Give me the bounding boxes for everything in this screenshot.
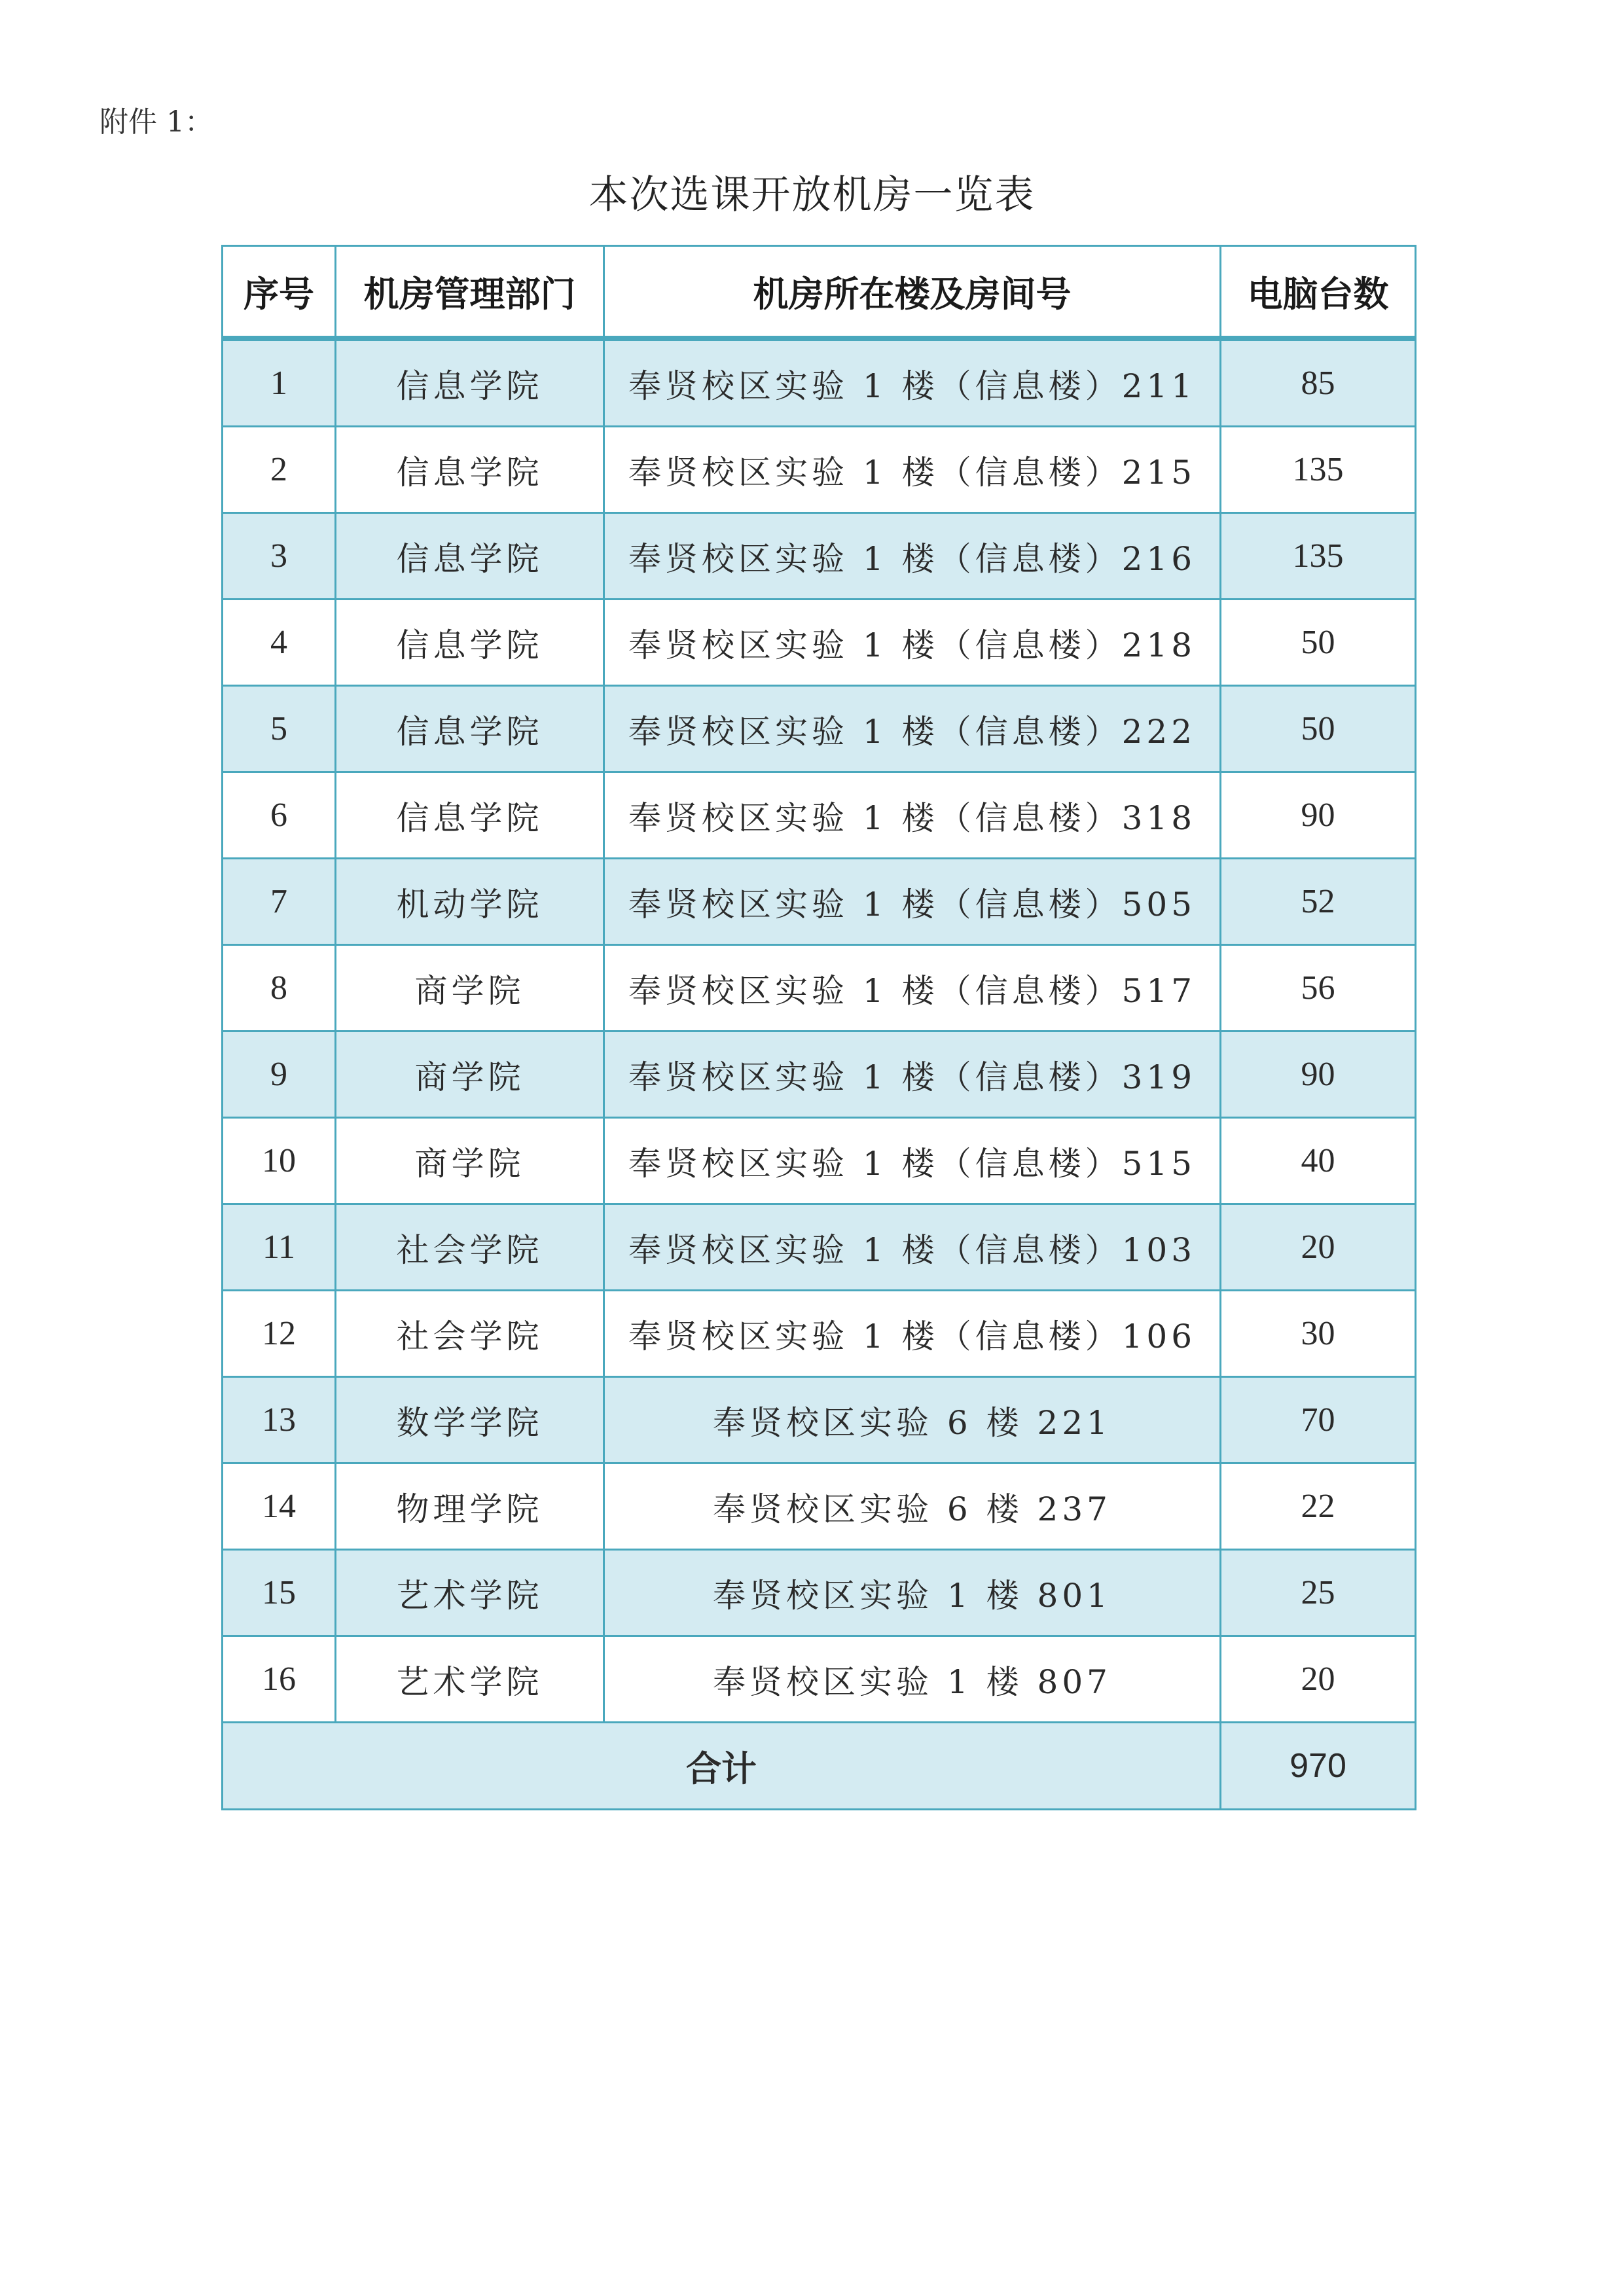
table-row <box>223 1550 1416 1636</box>
row-serial-number: 6 <box>223 772 336 859</box>
row-department: 商学院 <box>336 1031 604 1118</box>
row-department: 信息学院 <box>336 686 604 772</box>
row-serial-number: 11 <box>223 1204 336 1291</box>
table-header <box>223 246 1416 339</box>
row-location: 奉贤校区实验 1 楼（信息楼）103 <box>604 1204 1221 1291</box>
table-row <box>223 1204 1416 1291</box>
row-serial-number: 10 <box>223 1118 336 1204</box>
row-department: 艺术学院 <box>336 1550 604 1636</box>
row-location: 奉贤校区实验 1 楼 807 <box>604 1636 1221 1723</box>
row-department: 物理学院 <box>336 1463 604 1550</box>
row-serial-number: 1 <box>223 338 336 427</box>
row-serial-number: 4 <box>223 600 336 686</box>
row-serial-number: 14 <box>223 1463 336 1550</box>
row-location: 奉贤校区实验 1 楼（信息楼）318 <box>604 772 1221 859</box>
row-serial-number: 5 <box>223 686 336 772</box>
header-computer-count: 电脑台数 <box>1221 246 1416 339</box>
row-computer-count: 70 <box>1221 1377 1416 1463</box>
header-row <box>223 246 1416 339</box>
row-location: 奉贤校区实验 6 楼 237 <box>604 1463 1221 1550</box>
table-row <box>223 1463 1416 1550</box>
row-serial-number: 15 <box>223 1550 336 1636</box>
row-serial-number: 8 <box>223 945 336 1031</box>
table-row <box>223 686 1416 772</box>
row-serial-number: 7 <box>223 859 336 945</box>
row-department: 信息学院 <box>336 338 604 427</box>
row-computer-count: 56 <box>1221 945 1416 1031</box>
row-location: 奉贤校区实验 1 楼（信息楼）517 <box>604 945 1221 1031</box>
table-row <box>223 600 1416 686</box>
table-row <box>223 772 1416 859</box>
row-location: 奉贤校区实验 1 楼（信息楼）218 <box>604 600 1221 686</box>
document-title: 本次选课开放机房一览表 <box>588 172 1036 218</box>
row-computer-count: 90 <box>1221 772 1416 859</box>
table-body <box>223 338 1416 1810</box>
row-computer-count: 135 <box>1221 427 1416 513</box>
row-location: 奉贤校区实验 6 楼 221 <box>604 1377 1221 1463</box>
row-department: 信息学院 <box>336 513 604 600</box>
row-serial-number: 12 <box>223 1291 336 1377</box>
table-row <box>223 1377 1416 1463</box>
row-location: 奉贤校区实验 1 楼（信息楼）319 <box>604 1031 1221 1118</box>
row-serial-number: 16 <box>223 1636 336 1723</box>
header-managing-department: 机房管理部门 <box>336 246 604 339</box>
row-serial-number: 9 <box>223 1031 336 1118</box>
total-row <box>223 1723 1416 1810</box>
row-location: 奉贤校区实验 1 楼（信息楼）215 <box>604 427 1221 513</box>
row-serial-number: 2 <box>223 427 336 513</box>
table-row <box>223 1118 1416 1204</box>
table-row <box>223 1031 1416 1118</box>
row-computer-count: 135 <box>1221 513 1416 600</box>
table-row <box>223 945 1416 1031</box>
row-department: 社会学院 <box>336 1204 604 1291</box>
row-location: 奉贤校区实验 1 楼（信息楼）211 <box>604 338 1221 427</box>
row-location: 奉贤校区实验 1 楼（信息楼）505 <box>604 859 1221 945</box>
header-building-and-room: 机房所在楼及房间号 <box>604 246 1221 339</box>
row-location: 奉贤校区实验 1 楼（信息楼）216 <box>604 513 1221 600</box>
row-department: 商学院 <box>336 1118 604 1204</box>
row-serial-number: 3 <box>223 513 336 600</box>
row-department: 社会学院 <box>336 1291 604 1377</box>
header-serial-number: 序号 <box>223 246 336 339</box>
row-serial-number: 13 <box>223 1377 336 1463</box>
row-computer-count: 85 <box>1221 338 1416 427</box>
row-computer-count: 52 <box>1221 859 1416 945</box>
row-department: 信息学院 <box>336 772 604 859</box>
row-computer-count: 50 <box>1221 600 1416 686</box>
table-row <box>223 1291 1416 1377</box>
row-location: 奉贤校区实验 1 楼 801 <box>604 1550 1221 1636</box>
row-computer-count: 25 <box>1221 1550 1416 1636</box>
table-row <box>223 338 1416 427</box>
row-computer-count: 50 <box>1221 686 1416 772</box>
table-row <box>223 427 1416 513</box>
row-location: 奉贤校区实验 1 楼（信息楼）515 <box>604 1118 1221 1204</box>
table-row <box>223 859 1416 945</box>
row-computer-count: 20 <box>1221 1204 1416 1291</box>
table-row <box>223 513 1416 600</box>
row-computer-count: 22 <box>1221 1463 1416 1550</box>
attachment-label: 附件 1： <box>99 105 213 139</box>
row-department: 艺术学院 <box>336 1636 604 1723</box>
row-department: 信息学院 <box>336 427 604 513</box>
row-computer-count: 20 <box>1221 1636 1416 1723</box>
row-department: 商学院 <box>336 945 604 1031</box>
row-department: 数学学院 <box>336 1377 604 1463</box>
row-department: 机动学院 <box>336 859 604 945</box>
row-computer-count: 30 <box>1221 1291 1416 1377</box>
row-location: 奉贤校区实验 1 楼（信息楼）106 <box>604 1291 1221 1377</box>
total-label: 合计 <box>223 1723 1221 1810</box>
row-department: 信息学院 <box>336 600 604 686</box>
table-row <box>223 1636 1416 1723</box>
row-computer-count: 40 <box>1221 1118 1416 1204</box>
row-computer-count: 90 <box>1221 1031 1416 1118</box>
computer-lab-table <box>221 245 1416 1810</box>
total-value: 970 <box>1221 1723 1416 1810</box>
row-location: 奉贤校区实验 1 楼（信息楼）222 <box>604 686 1221 772</box>
